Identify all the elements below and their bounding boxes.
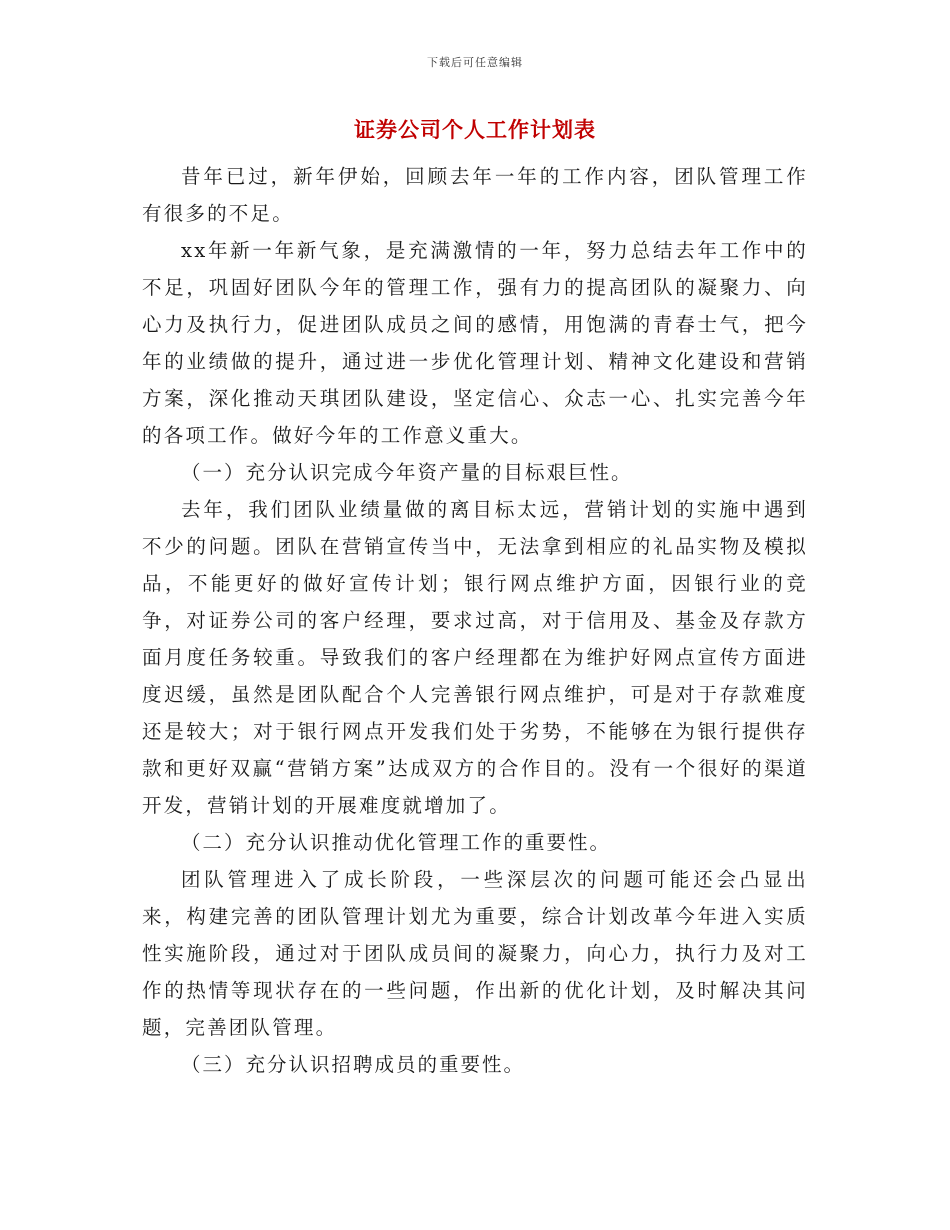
paragraph-team-management: 团队管理进入了成长阶段，一些深层次的问题可能还会凸显出来，构建完善的团队管理计划尤为重要，综合计划改革今年进入实质性实施阶段，通过对于团队成员间的凝聚力，向心力，执行力及对工作的热情等现状存在的一些问题，作出新的优化计划，及时解决其问题，完善团队管理。 bbox=[142, 868, 808, 1039]
document-title: 证券公司个人工作计划表 bbox=[354, 117, 596, 142]
document-body bbox=[142, 158, 808, 1083]
section-heading-3: （三）充分认识招聘成员的重要性。 bbox=[181, 1053, 526, 1076]
section-heading-1: （一）充分认识完成今年资产量的目标艰巨性。 bbox=[181, 461, 633, 484]
section-heading-2: （二）充分认识推动优化管理工作的重要性。 bbox=[181, 831, 612, 854]
paragraph-intro: 昔年已过，新年伊始，回顾去年一年的工作内容，团队管理工作有很多的不足。 bbox=[142, 165, 808, 225]
header-note: 下载后可任意编辑 bbox=[427, 56, 523, 69]
paragraph-last-year: 去年，我们团队业绩量做的离目标太远，营销计划的实施中遇到不少的问题。团队在营销宣传当中，无法拿到相应的礼品实物及模拟品，不能更好的做好宣传计划；银行网点维护方面，因银行业的竞争，对证券公司的客户经理，要求过高，对于信用及、基金及存款方面月度任务较重。导致我们的客户经理都在为维护好网点宣传方面进度迟缓，虽然是团队配合个人完善银行网点维护，可是对于存款难度还是较大；对于银行网点开发我们处于劣势，不能够在为银行提供存款和更好双赢“营销方案”达成双方的合作目的。没有一个很好的渠道开发，营销计划的开展难度就增加了。 bbox=[142, 498, 808, 817]
paragraph-new-year: xx年新一年新气象，是充满激情的一年，努力总结去年工作中的不足，巩固好团队今年的管理工作，强有力的提高团队的凝聚力、向心力及执行力，促进团队成员之间的感情，用饱满的青春士气，把今年的业绩做的提升，通过进一步优化管理计划、精神文化建设和营销方案，深化推动天琪团队建设，坚定信心、众志一心、扎实完善今年的各项工作。做好今年的工作意义重大。 bbox=[142, 239, 808, 447]
